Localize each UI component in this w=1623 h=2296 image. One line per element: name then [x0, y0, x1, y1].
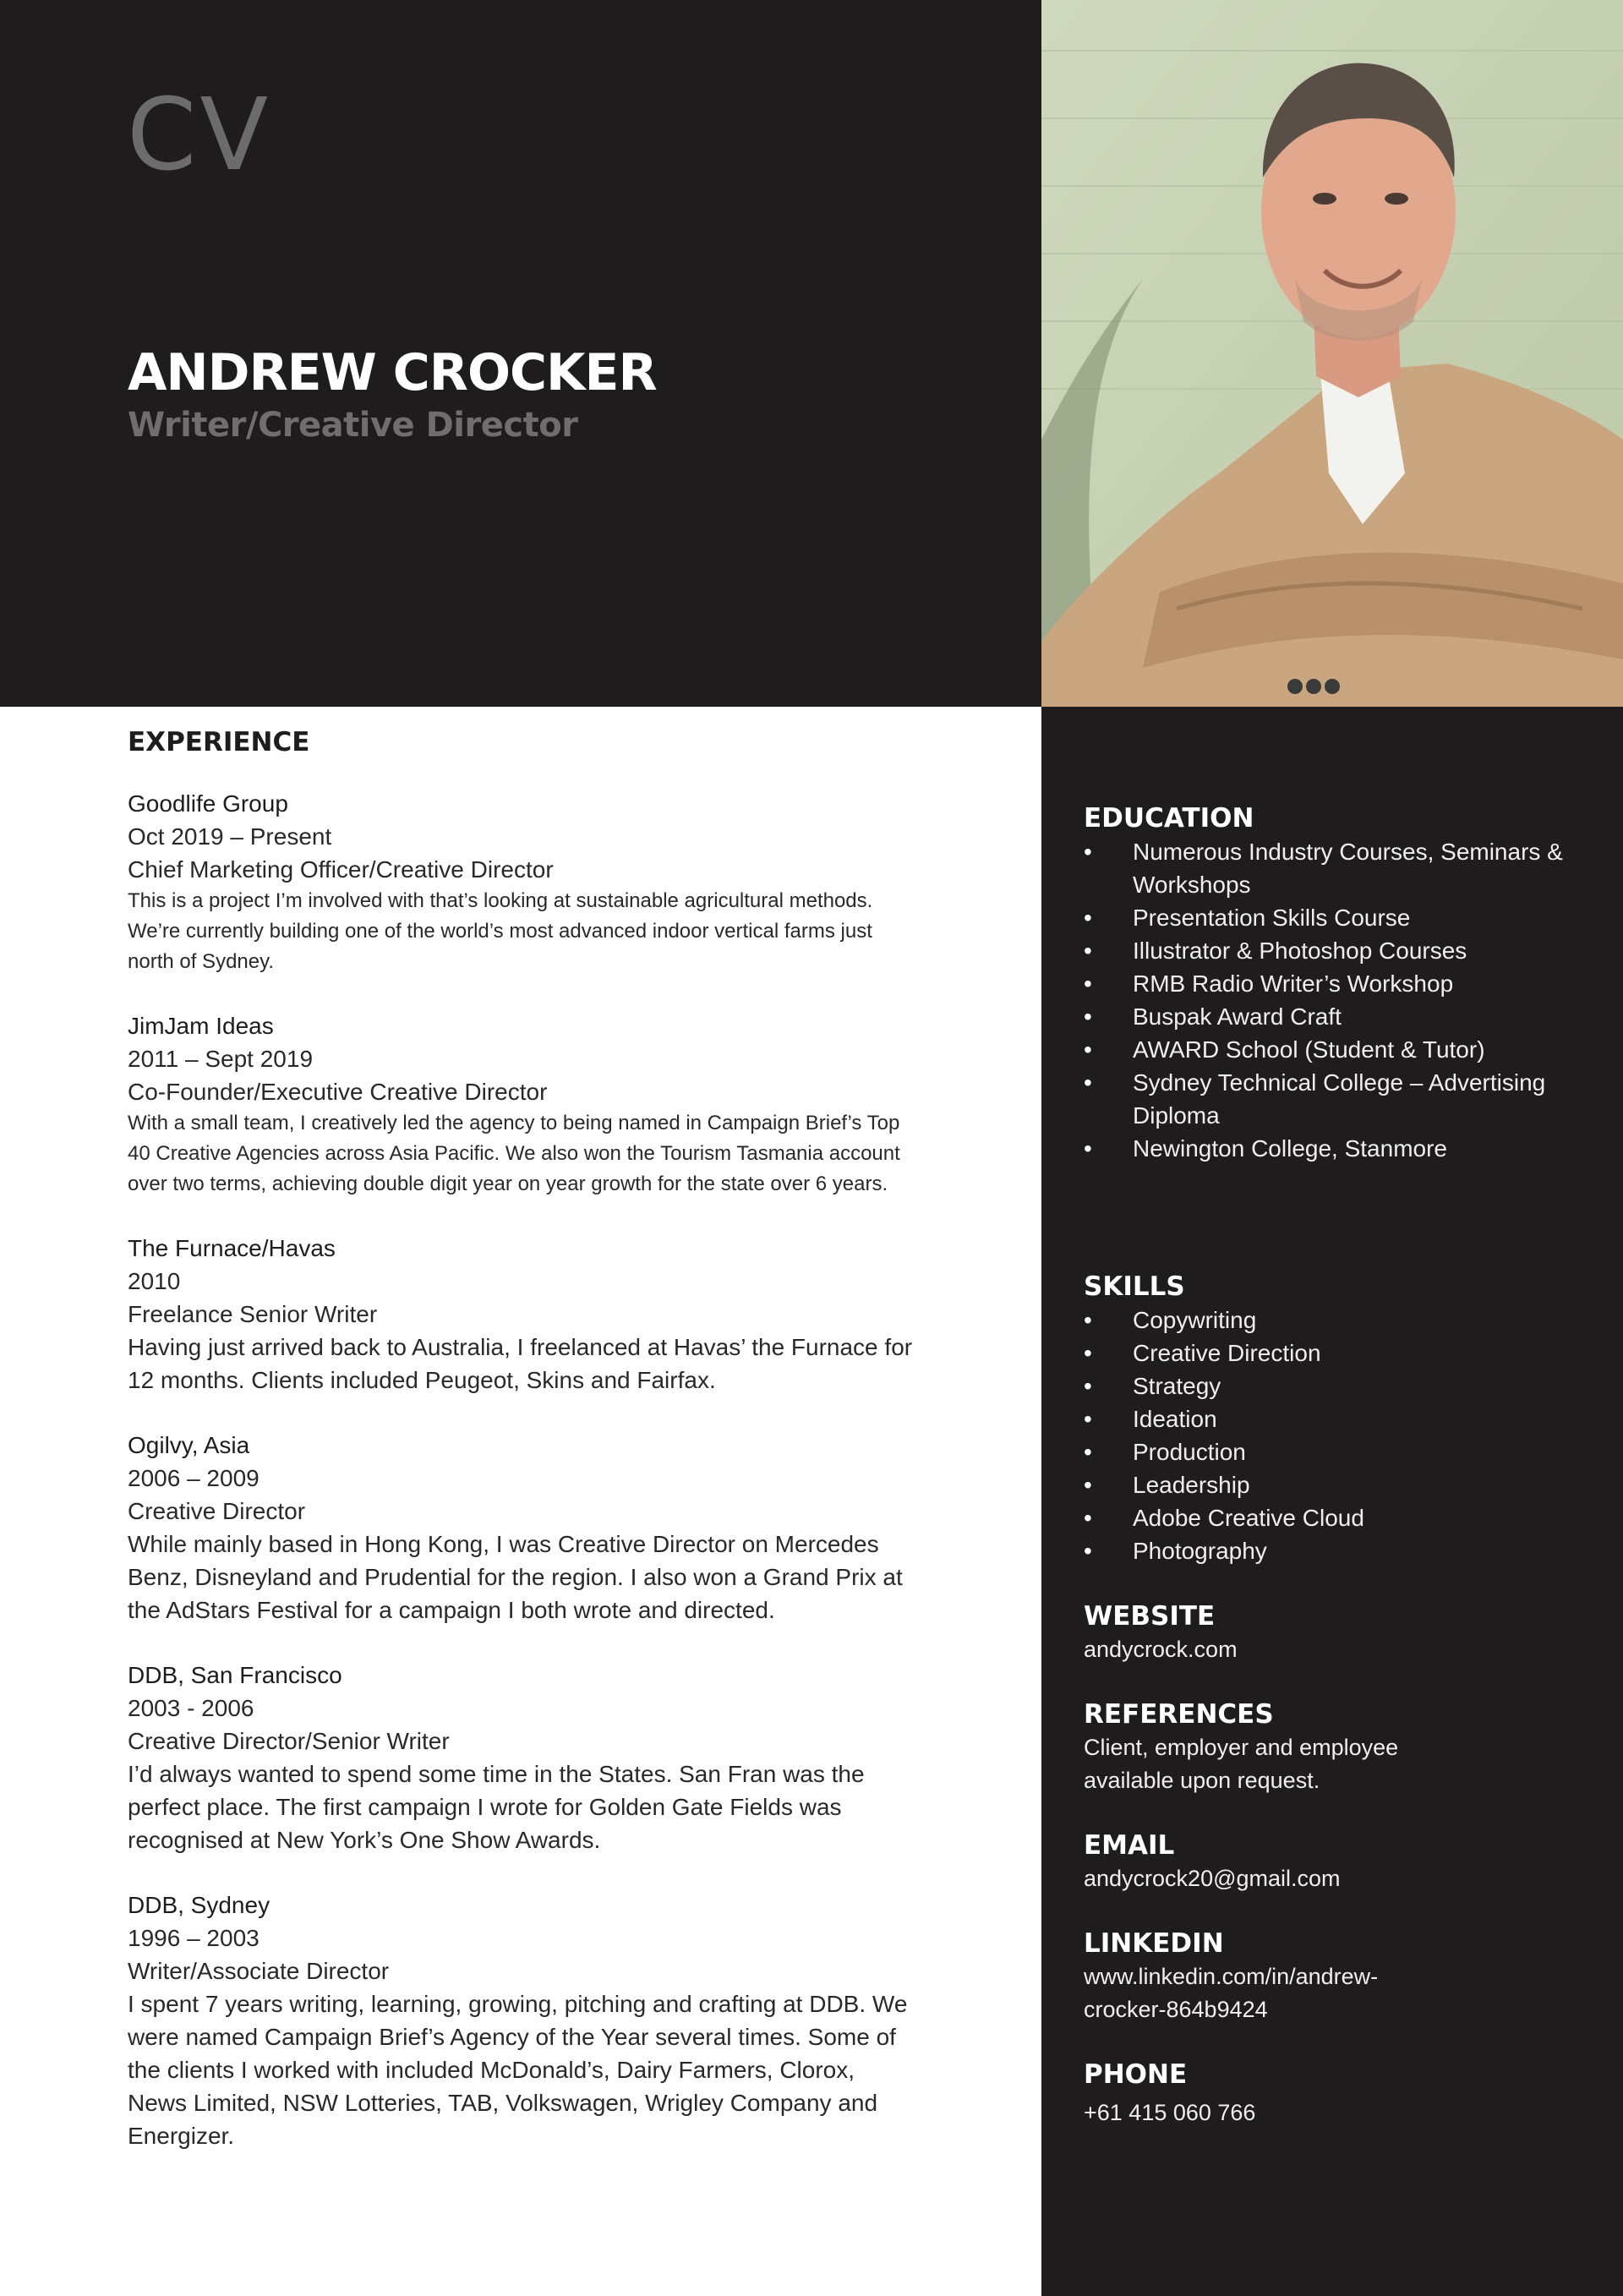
job-description: With a small team, I creatively led the agency to being named in Campaign Brief’s Top 40 Creative Agencies across Asia Pacific. We also won the Tourism Tasmania account over two terms, achieving double digit year on year growth for the state over 6 years. [128, 1112, 900, 1195]
education-list [1084, 835, 1591, 1165]
cv-mark: CV [127, 76, 272, 193]
list-item: • Buspak Award Craft [1084, 1000, 1591, 1033]
references-heading: REFERENCES [1084, 1699, 1274, 1730]
job-entry [128, 1429, 914, 1626]
list-item: • Copywriting [1084, 1304, 1591, 1337]
list-item: • Production [1084, 1435, 1591, 1468]
website-link[interactable]: andycrock.com [1084, 1637, 1238, 1662]
skills-section [1084, 1270, 1591, 1567]
website-heading: WEBSITE [1084, 1601, 1216, 1632]
job-entry [128, 1889, 914, 2152]
job-dates: 2003 - 2006 [128, 1695, 254, 1721]
list-item: • Newington College, Stanmore [1084, 1132, 1591, 1165]
job-company: DDB, San Francisco [128, 1662, 342, 1688]
candidate-title: Writer/Creative Director [128, 406, 578, 445]
skills-heading: SKILLS [1084, 1271, 1185, 1302]
list-item: • Adobe Creative Cloud [1084, 1501, 1591, 1534]
email-link[interactable]: andycrock20@gmail.com [1084, 1866, 1341, 1891]
job-role: Chief Marketing Officer/Creative Director [128, 856, 554, 883]
list-item: • AWARD School (Student & Tutor) [1084, 1033, 1591, 1066]
job-company: DDB, Sydney [128, 1892, 270, 1918]
phone-number: +61 415 060 766 [1084, 2100, 1256, 2125]
job-role: Freelance Senior Writer [128, 1301, 378, 1327]
header-banner [0, 0, 1041, 707]
job-description: While mainly based in Hong Kong, I was Creative Director on Mercedes Benz, Disneyland and Prudential for the region. I also won a Grand Prix at the AdStars Festival for a campaign I both wrote and directed. [128, 1531, 903, 1623]
job-entry [128, 1009, 926, 1200]
list-item: • Photography [1084, 1534, 1591, 1567]
email-heading: EMAIL [1084, 1830, 1175, 1861]
job-role: Creative Director/Senior Writer [128, 1728, 450, 1754]
experience-section [128, 723, 939, 2152]
job-description: I’d always wanted to spend some time in the States. San Fran was the perfect place. The first campaign I wrote for Golden Gate Fields was recognised at New York’s One Show Awards. [128, 1761, 865, 1853]
skills-list [1084, 1304, 1591, 1567]
education-heading: EDUCATION [1084, 803, 1254, 834]
job-company: Goodlife Group [128, 790, 288, 817]
job-description: I spent 7 years writing, learning, growing, pitching and crafting at DDB. We were named Campaign Brief’s Agency of the Year several times. Some of the clients I worked with included McDonald’s, Dairy Farmers, Clorox, News Limited, NSW Lotteries, TAB, Volkswagen, Wrigley Company and Energizer. [128, 1991, 908, 2149]
job-company: Ogilvy, Asia [128, 1432, 250, 1458]
job-description: This is a project I’m involved with that’s looking at sustainable agricultural methods. We’re currently building one of the world’s most advanced indoor vertical farms just north of Sydney. [128, 889, 873, 973]
list-item: • Illustrator & Photoshop Courses [1084, 934, 1591, 967]
list-item: • Ideation [1084, 1402, 1591, 1435]
job-dates: 1996 – 2003 [128, 1925, 260, 1951]
list-item: • Presentation Skills Course [1084, 901, 1591, 934]
job-company: The Furnace/Havas [128, 1235, 336, 1261]
candidate-name: ANDREW CROCKER [128, 343, 657, 402]
job-company: JimJam Ideas [128, 1013, 274, 1039]
phone-section [1084, 2058, 1591, 2129]
job-entry [128, 787, 914, 977]
job-entry [128, 1232, 914, 1397]
email-section [1084, 1829, 1591, 1895]
education-section [1084, 801, 1591, 1165]
references-section [1084, 1697, 1591, 1797]
list-item: • Strategy [1084, 1369, 1591, 1402]
list-item: • RMB Radio Writer’s Workshop [1084, 967, 1591, 1000]
linkedin-heading: LINKEDIN [1084, 1928, 1224, 1959]
list-item: • Leadership [1084, 1468, 1591, 1501]
job-dates: Oct 2019 – Present [128, 823, 332, 850]
list-item: • Numerous Industry Courses, Seminars & Workshops [1084, 835, 1591, 901]
job-entry [128, 1659, 926, 1856]
job-description: Having just arrived back to Australia, I freelanced at Havas’ the Furnace for 12 months. Clients included Peugeot, Skins and Fairfax. [128, 1334, 913, 1393]
phone-heading: PHONE [1084, 2059, 1188, 2090]
sidebar [1041, 707, 1623, 2296]
job-role: Creative Director [128, 1498, 306, 1524]
job-role: Writer/Associate Director [128, 1958, 390, 1984]
linkedin-link[interactable]: www.linkedin.com/in/andrew-crocker-864b9424 [1084, 1964, 1379, 2022]
list-item: • Sydney Technical College – Advertising Diploma [1084, 1066, 1591, 1132]
linkedin-section [1084, 1927, 1591, 2026]
experience-heading: EXPERIENCE [128, 727, 310, 757]
job-role: Co-Founder/Executive Creative Director [128, 1079, 548, 1105]
job-dates: 2006 – 2009 [128, 1465, 260, 1491]
website-section [1084, 1599, 1591, 1666]
profile-photo [1041, 0, 1623, 707]
job-dates: 2010 [128, 1268, 181, 1294]
list-item: • Creative Direction [1084, 1337, 1591, 1369]
portrait-illustration [1041, 0, 1623, 707]
references-text: Client, employer and employee available upon request. [1084, 1735, 1399, 1793]
job-dates: 2011 – Sept 2019 [128, 1046, 314, 1072]
